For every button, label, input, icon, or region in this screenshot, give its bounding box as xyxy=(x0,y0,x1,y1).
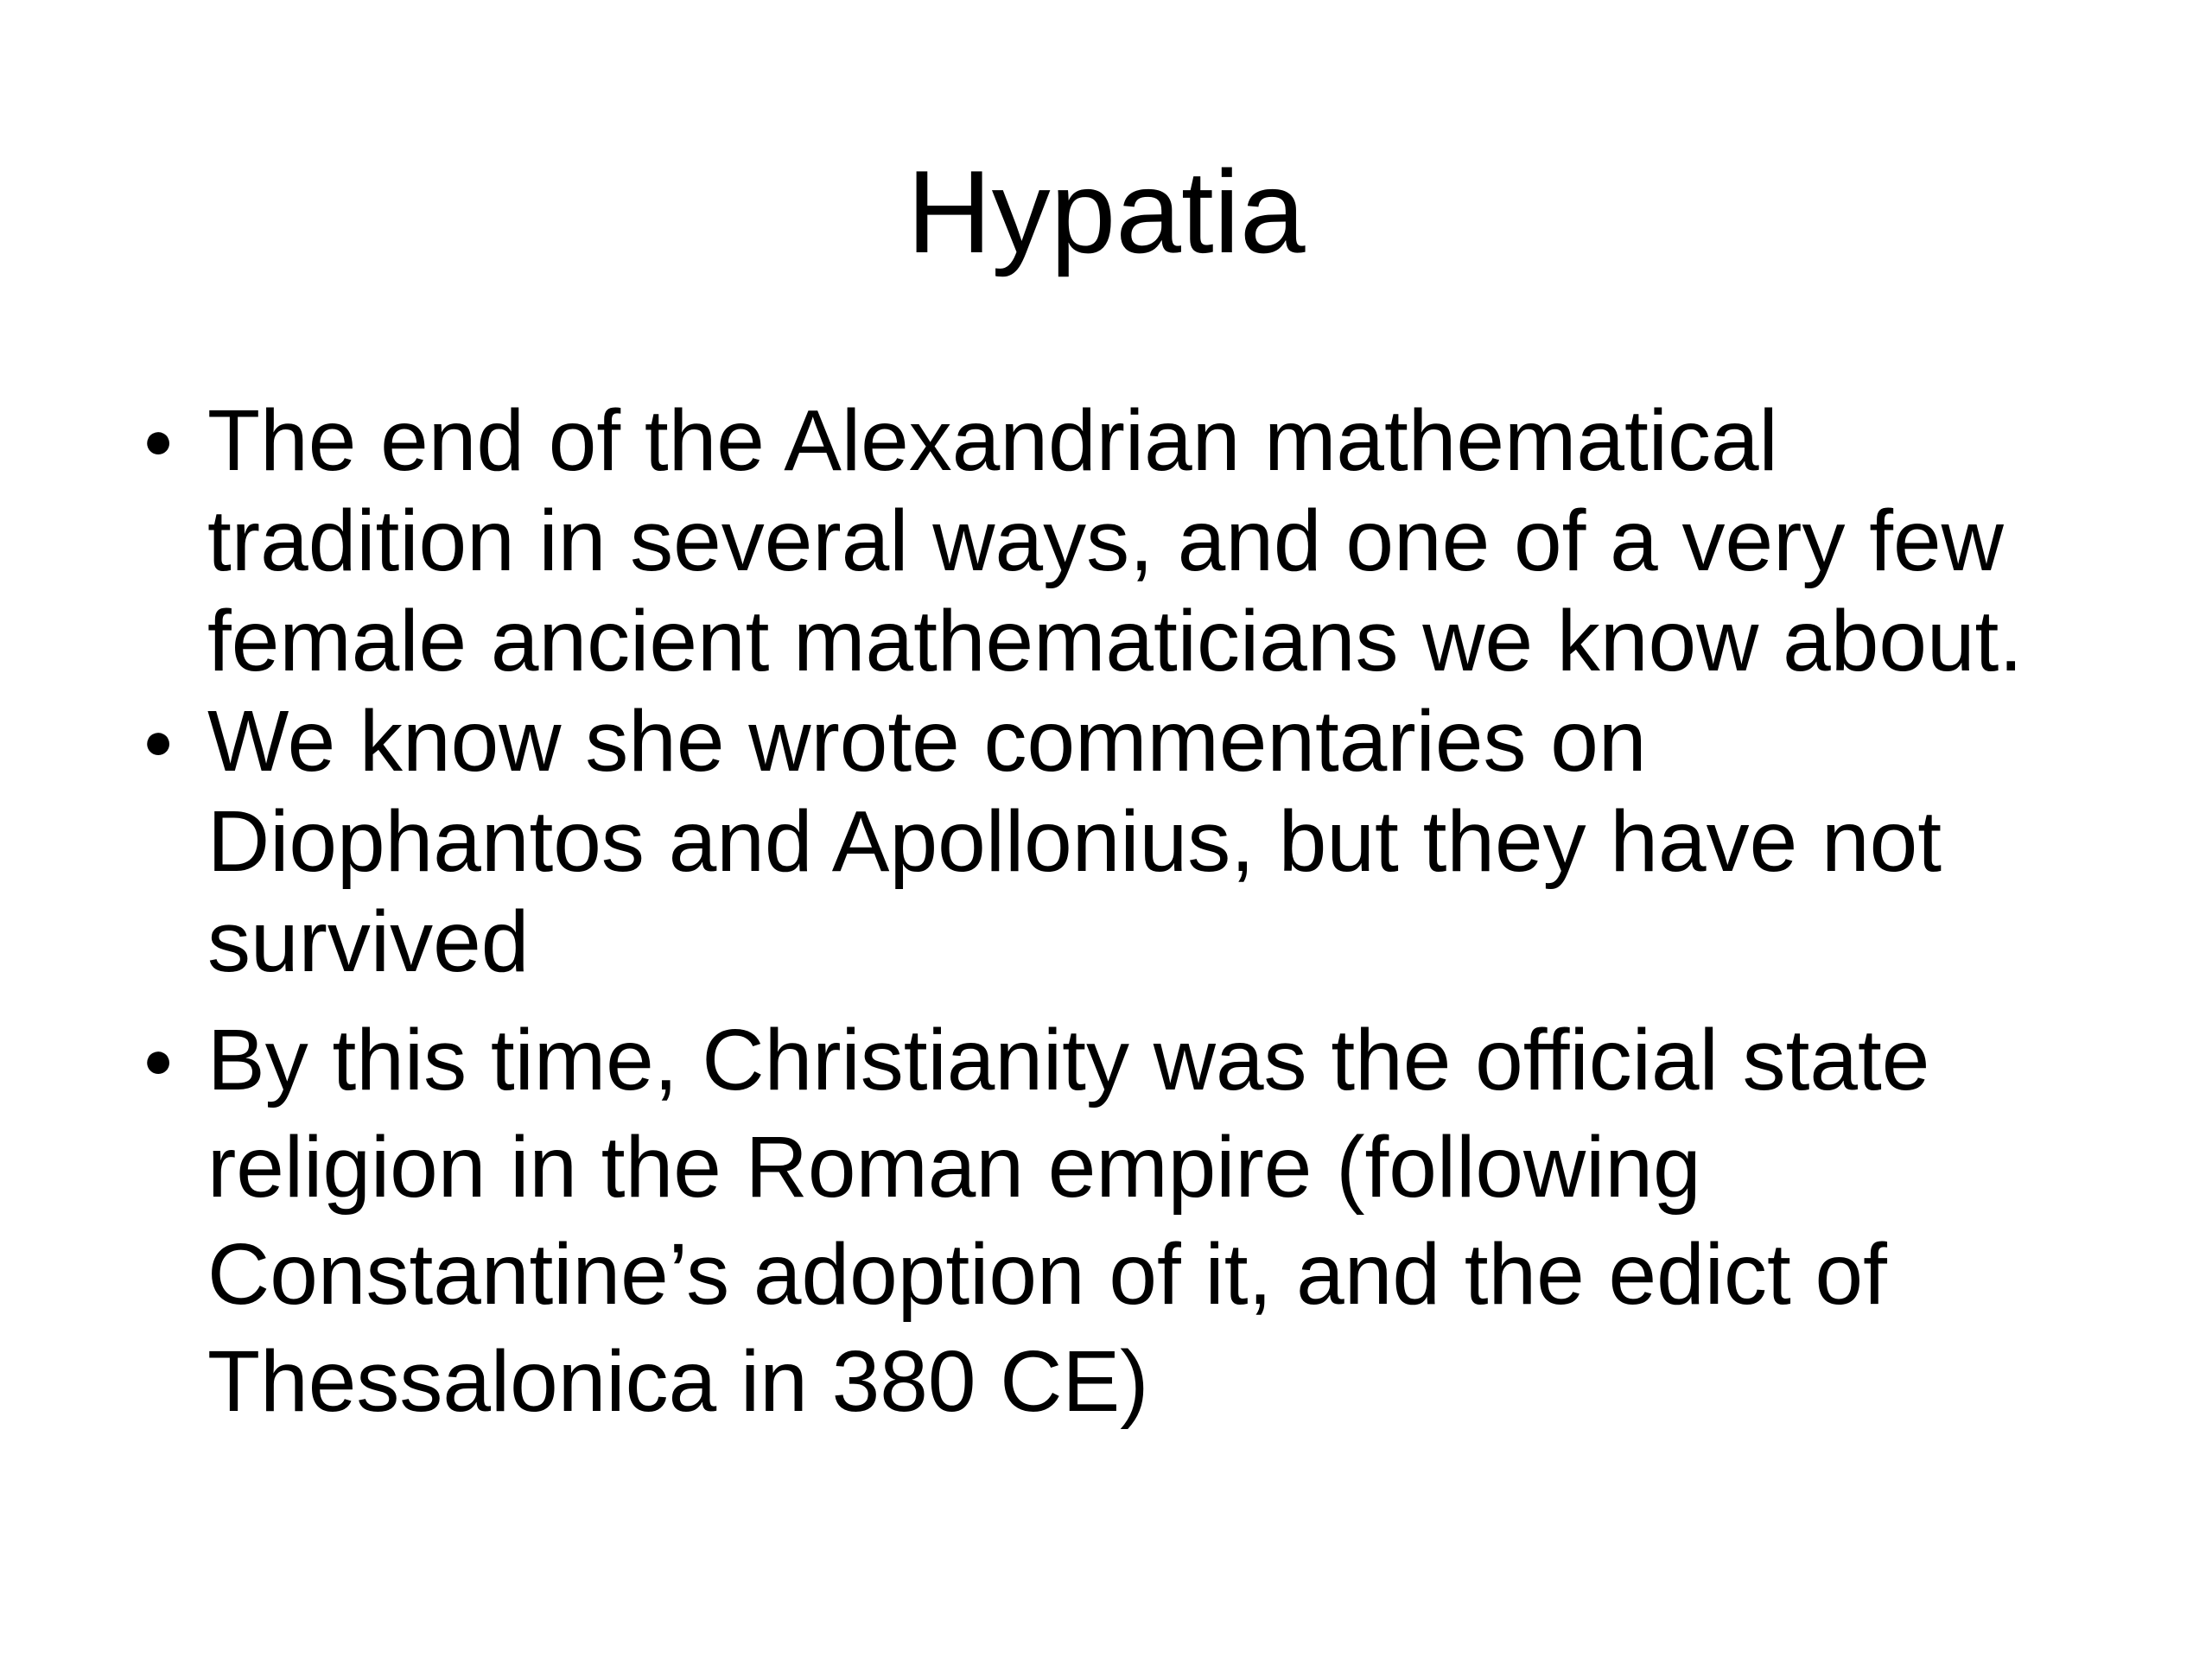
bullet-line: survived xyxy=(207,893,530,990)
bullet-text xyxy=(207,1007,2130,1435)
bullet-line: Constantine’s adoption of it, and the edict of xyxy=(207,1226,1887,1323)
slide-title: Hypatia xyxy=(906,146,1306,277)
bullet-line: By this time, Christianity was the official state xyxy=(207,1012,1930,1109)
bullet-text xyxy=(207,391,2130,691)
bullet-line: female ancient mathematicians we know about. xyxy=(207,593,2024,689)
bullet-line: Thessalonica in 380 CE) xyxy=(207,1333,1149,1430)
bullet-dot-icon: ● xyxy=(143,1031,175,1089)
bullet-line: religion in the Roman empire (following xyxy=(207,1119,1701,1216)
bullet-dot-icon: ● xyxy=(143,411,175,469)
bullet-line: tradition in several ways, and one of a very few xyxy=(207,492,2004,589)
bullet-line: We know she wrote commentaries on xyxy=(207,693,1647,790)
bullet-dot-icon: ● xyxy=(143,712,175,770)
bullet-text xyxy=(207,691,2130,992)
bullet-line: Diophantos and Apollonius, but they have not xyxy=(207,793,1942,890)
bullet-line: The end of the Alexandrian mathematical xyxy=(207,392,1778,489)
